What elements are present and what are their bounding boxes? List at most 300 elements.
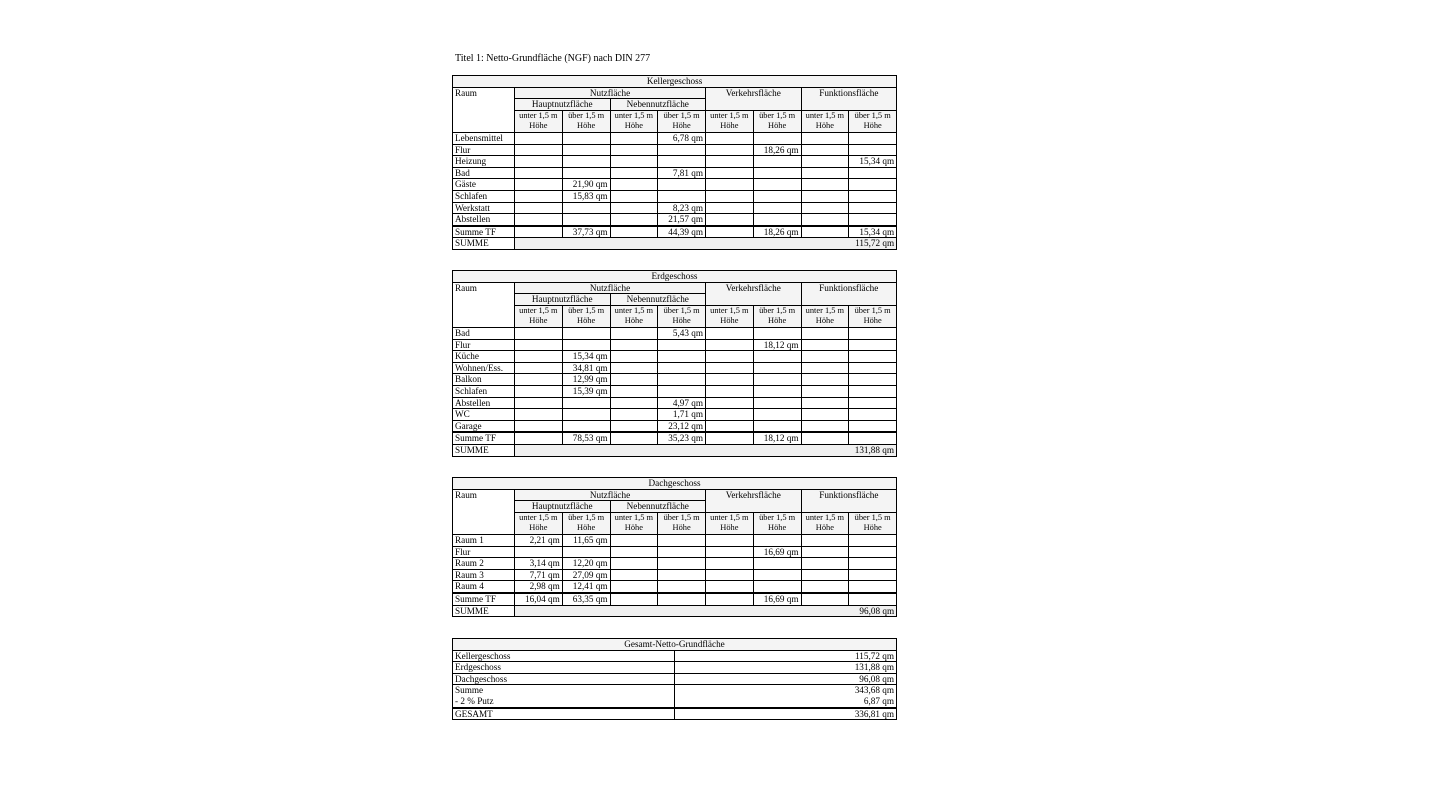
area-value [658, 385, 706, 397]
summe-tf-row [453, 432, 897, 444]
summe-row [453, 605, 897, 617]
gesamt-title-row [453, 639, 897, 651]
area-value [849, 132, 897, 144]
area-value [706, 558, 754, 570]
height-header [562, 512, 610, 534]
summe-tf-value [849, 432, 897, 444]
area-value [706, 144, 754, 156]
height-label: über 1,5 m [663, 305, 700, 315]
height-unit: Höhe [863, 316, 882, 326]
area-value [562, 167, 610, 179]
summe-tf-value: 18,12 qm [753, 432, 801, 444]
room-row [453, 569, 897, 581]
gesamt-label: Dachgeschoss [453, 673, 675, 685]
area-value [801, 374, 849, 386]
summe-tf-value [849, 593, 897, 605]
area-value: 27,09 qm [562, 569, 610, 581]
area-value [610, 374, 658, 386]
floor-name: Erdgeschoss [453, 271, 897, 283]
area-value [610, 581, 658, 593]
area-value [706, 167, 754, 179]
area-value [658, 558, 706, 570]
height-label: über 1,5 m [854, 110, 891, 120]
area-value [610, 534, 658, 546]
height-label: unter 1,5 m [710, 305, 749, 315]
area-value [849, 339, 897, 351]
area-value [610, 132, 658, 144]
area-value [706, 132, 754, 144]
height-header [515, 110, 563, 132]
area-value [801, 167, 849, 179]
room-row [453, 144, 897, 156]
hauptnutzflaeche-header: Hauptnutzfläche [515, 294, 611, 306]
height-label: über 1,5 m [759, 110, 796, 120]
gesamt-total-row [453, 708, 897, 720]
area-value [753, 409, 801, 421]
nebennutzflaeche-header: Nebennutzfläche [610, 294, 706, 306]
height-label: über 1,5 m [854, 512, 891, 522]
room-row [453, 409, 897, 421]
height-header [658, 110, 706, 132]
area-value: 16,69 qm [753, 546, 801, 558]
gesamt-value: 96,08 qm [675, 673, 897, 685]
area-value: 11,65 qm [562, 534, 610, 546]
room-row [453, 558, 897, 570]
room-name: WC [453, 409, 515, 421]
area-value [801, 156, 849, 168]
area-value [658, 144, 706, 156]
room-name: Bad [453, 167, 515, 179]
area-value [610, 351, 658, 363]
height-label: unter 1,5 m [519, 512, 558, 522]
area-value [706, 569, 754, 581]
area-value: 18,26 qm [753, 144, 801, 156]
document-title: Titel 1: Netto-Grundfläche (NGF) nach DIN 277 [455, 53, 651, 64]
height-label: unter 1,5 m [519, 110, 558, 120]
nebennutzflaeche-header: Nebennutzfläche [610, 99, 706, 111]
area-value [801, 214, 849, 226]
area-value [753, 202, 801, 214]
area-value [610, 397, 658, 409]
gesamt-value: 131,88 qm [675, 662, 897, 674]
area-value [658, 190, 706, 202]
area-value [610, 546, 658, 558]
height-unit: Höhe [624, 316, 643, 326]
area-value [515, 339, 563, 351]
area-value: 2,21 qm [515, 534, 563, 546]
area-value [610, 156, 658, 168]
area-value: 15,83 qm [562, 190, 610, 202]
area-value [753, 385, 801, 397]
height-header-row [453, 512, 897, 534]
area-value [658, 546, 706, 558]
area-value [706, 339, 754, 351]
area-value: 21,90 qm [562, 179, 610, 191]
gesamt-total-value: 336,81 qm [675, 708, 897, 720]
gesamt-row [453, 662, 897, 674]
area-value [562, 156, 610, 168]
height-header [849, 110, 897, 132]
room-row [453, 202, 897, 214]
area-value [515, 156, 563, 168]
area-value [849, 385, 897, 397]
room-name: Balkon [453, 374, 515, 386]
area-value [753, 214, 801, 226]
summe-tf-label: Summe TF [453, 593, 515, 605]
area-value [515, 385, 563, 397]
area-value [515, 144, 563, 156]
height-unit: Höhe [529, 523, 548, 533]
area-value: 5,43 qm [658, 327, 706, 339]
area-value [753, 534, 801, 546]
summe-tf-value: 63,35 qm [562, 593, 610, 605]
area-value [753, 190, 801, 202]
area-value [706, 374, 754, 386]
room-name: Flur [453, 339, 515, 351]
area-value: 8,23 qm [658, 202, 706, 214]
room-name: Werkstatt [453, 202, 515, 214]
area-value [515, 132, 563, 144]
summe-tf-value: 15,34 qm [849, 226, 897, 238]
height-header [849, 305, 897, 327]
area-value [801, 385, 849, 397]
nutzflaeche-header: Nutzfläche [515, 489, 706, 501]
room-row [453, 351, 897, 363]
height-header [515, 512, 563, 534]
summe-tf-value [801, 226, 849, 238]
area-value [801, 339, 849, 351]
area-value [753, 351, 801, 363]
summe-tf-value: 44,39 qm [658, 226, 706, 238]
gesamt-title: Gesamt-Netto-Grundfläche [453, 639, 897, 651]
area-value [610, 420, 658, 432]
area-value [515, 351, 563, 363]
area-value: 7,81 qm [658, 167, 706, 179]
height-header [562, 110, 610, 132]
gesamt-label: Summe [453, 685, 675, 696]
area-value [849, 534, 897, 546]
area-value [801, 190, 849, 202]
area-value [801, 327, 849, 339]
room-row [453, 156, 897, 168]
summe-tf-value [610, 593, 658, 605]
area-value: 15,34 qm [849, 156, 897, 168]
area-value [610, 385, 658, 397]
area-value [849, 569, 897, 581]
gesamt-value: 115,72 qm [675, 650, 897, 662]
area-value [801, 202, 849, 214]
area-value: 6,78 qm [658, 132, 706, 144]
area-value: 23,12 qm [658, 420, 706, 432]
floor-name-row [453, 478, 897, 490]
room-row [453, 397, 897, 409]
height-header [562, 305, 610, 327]
summe-tf-value: 18,26 qm [753, 226, 801, 238]
area-value [706, 385, 754, 397]
height-header [849, 512, 897, 534]
area-value [849, 214, 897, 226]
area-value [515, 420, 563, 432]
area-value: 7,71 qm [515, 569, 563, 581]
area-value [562, 420, 610, 432]
area-value [753, 179, 801, 191]
height-label: unter 1,5 m [805, 512, 845, 522]
room-name: Flur [453, 144, 515, 156]
height-label: unter 1,5 m [614, 110, 654, 120]
area-value [753, 397, 801, 409]
area-value [706, 534, 754, 546]
summe-tf-value: 37,73 qm [562, 226, 610, 238]
area-value [610, 409, 658, 421]
room-name: Abstellen [453, 214, 515, 226]
room-row [453, 420, 897, 432]
area-value [849, 409, 897, 421]
area-value [706, 190, 754, 202]
summe-label: SUMME [453, 605, 515, 617]
height-label: unter 1,5 m [519, 305, 558, 315]
area-value [610, 327, 658, 339]
gesamt-value: 6,87 qm [675, 696, 897, 708]
summe-tf-value [801, 593, 849, 605]
area-value [658, 374, 706, 386]
area-value [849, 558, 897, 570]
gesamt-row [453, 673, 897, 685]
height-unit: Höhe [768, 316, 787, 326]
raum-header: Raum [453, 87, 515, 132]
summe-tf-value [801, 432, 849, 444]
gesamt-value: 343,68 qm [675, 685, 897, 696]
area-value [658, 339, 706, 351]
height-unit: Höhe [672, 316, 691, 326]
summe-tf-value: 78,53 qm [562, 432, 610, 444]
area-value [706, 546, 754, 558]
area-value [849, 397, 897, 409]
area-value: 2,98 qm [515, 581, 563, 593]
summe-label: SUMME [453, 238, 515, 250]
height-unit: Höhe [863, 523, 882, 533]
area-value [706, 397, 754, 409]
height-header [753, 305, 801, 327]
area-value [753, 374, 801, 386]
room-row [453, 132, 897, 144]
height-header [753, 512, 801, 534]
room-row [453, 534, 897, 546]
height-unit: Höhe [815, 316, 834, 326]
area-value [515, 362, 563, 374]
height-label: unter 1,5 m [710, 110, 749, 120]
summe-value: 96,08 qm [515, 605, 897, 617]
area-value [801, 546, 849, 558]
room-row [453, 327, 897, 339]
area-value [706, 327, 754, 339]
area-value [801, 179, 849, 191]
room-name: Garage [453, 420, 515, 432]
area-value [849, 546, 897, 558]
area-value [562, 144, 610, 156]
area-value [562, 339, 610, 351]
area-value [753, 167, 801, 179]
gesamt-row [453, 650, 897, 662]
area-value [610, 558, 658, 570]
height-label: unter 1,5 m [805, 305, 845, 315]
funktionsflaeche-header: Funktionsfläche [801, 489, 897, 512]
height-header [610, 110, 658, 132]
summe-value: 131,88 qm [515, 444, 897, 456]
room-row [453, 374, 897, 386]
height-header [801, 512, 849, 534]
height-unit: Höhe [577, 316, 596, 326]
area-value [658, 351, 706, 363]
header-row [453, 282, 897, 294]
height-unit: Höhe [529, 121, 548, 131]
area-value [849, 190, 897, 202]
area-value: 3,14 qm [515, 558, 563, 570]
area-value [753, 558, 801, 570]
summe-tf-value [706, 432, 754, 444]
gesamt-total-label: GESAMT [453, 708, 675, 720]
area-value [753, 156, 801, 168]
area-value [610, 339, 658, 351]
room-row [453, 385, 897, 397]
height-header [801, 305, 849, 327]
summe-tf-value [706, 226, 754, 238]
height-unit: Höhe [529, 316, 548, 326]
summe-tf-value [658, 593, 706, 605]
area-value: 21,57 qm [658, 214, 706, 226]
area-value [849, 144, 897, 156]
area-value [658, 581, 706, 593]
area-value [515, 190, 563, 202]
room-name: Schlafen [453, 385, 515, 397]
area-value [706, 156, 754, 168]
area-value [562, 397, 610, 409]
room-name: Küche [453, 351, 515, 363]
area-value [515, 214, 563, 226]
area-value [849, 179, 897, 191]
area-value [849, 581, 897, 593]
area-value: 12,99 qm [562, 374, 610, 386]
area-value [849, 351, 897, 363]
verkehrsflaeche-header: Verkehrsfläche [706, 282, 802, 305]
gesamt-label: - 2 % Putz [453, 696, 675, 708]
summe-tf-value [515, 226, 563, 238]
area-value [753, 420, 801, 432]
area-value [658, 362, 706, 374]
area-value [706, 214, 754, 226]
area-value [658, 569, 706, 581]
area-value [610, 179, 658, 191]
area-value [801, 569, 849, 581]
area-value [801, 397, 849, 409]
hauptnutzflaeche-header: Hauptnutzfläche [515, 501, 611, 513]
height-label: über 1,5 m [854, 305, 891, 315]
height-unit: Höhe [815, 523, 834, 533]
summe-tf-value [515, 432, 563, 444]
height-label: über 1,5 m [568, 305, 605, 315]
area-value [753, 581, 801, 593]
floor-name-row [453, 76, 897, 88]
height-unit: Höhe [624, 121, 643, 131]
area-value [515, 374, 563, 386]
area-value [801, 362, 849, 374]
summe-tf-value: 16,69 qm [753, 593, 801, 605]
room-name: Raum 1 [453, 534, 515, 546]
header-row [453, 489, 897, 501]
area-value [706, 351, 754, 363]
floor-name: Dachgeschoss [453, 478, 897, 490]
nutzflaeche-header: Nutzfläche [515, 87, 706, 99]
summe-tf-value: 16,04 qm [515, 593, 563, 605]
area-value [753, 362, 801, 374]
floor-table-dachgeschoss [452, 477, 897, 617]
summe-row [453, 444, 897, 456]
area-value [801, 409, 849, 421]
height-header [706, 512, 754, 534]
height-unit: Höhe [577, 523, 596, 533]
gesamt-row [453, 696, 897, 708]
area-value [658, 156, 706, 168]
summe-value: 115,72 qm [515, 238, 897, 250]
room-row [453, 339, 897, 351]
area-value [753, 132, 801, 144]
funktionsflaeche-header: Funktionsfläche [801, 282, 897, 305]
area-value [801, 144, 849, 156]
summe-tf-label: Summe TF [453, 226, 515, 238]
summe-label: SUMME [453, 444, 515, 456]
area-value [706, 202, 754, 214]
room-name: Bad [453, 327, 515, 339]
nebennutzflaeche-header: Nebennutzfläche [610, 501, 706, 513]
gesamt-row [453, 685, 897, 696]
room-name: Raum 4 [453, 581, 515, 593]
height-label: unter 1,5 m [614, 512, 654, 522]
area-value [562, 327, 610, 339]
height-unit: Höhe [768, 523, 787, 533]
area-value [515, 397, 563, 409]
room-name: Schlafen [453, 190, 515, 202]
height-unit: Höhe [720, 523, 739, 533]
floor-table-kellergeschoss [452, 75, 897, 250]
height-unit: Höhe [768, 121, 787, 131]
area-value: 34,81 qm [562, 362, 610, 374]
height-label: über 1,5 m [759, 512, 796, 522]
height-unit: Höhe [815, 121, 834, 131]
height-label: unter 1,5 m [805, 110, 845, 120]
height-unit: Höhe [863, 121, 882, 131]
height-label: über 1,5 m [663, 110, 700, 120]
area-value: 1,71 qm [658, 409, 706, 421]
area-value: 12,20 qm [562, 558, 610, 570]
total-table-gesamt [452, 638, 897, 720]
area-value [515, 327, 563, 339]
room-name: Heizung [453, 156, 515, 168]
height-label: über 1,5 m [568, 110, 605, 120]
area-value [562, 202, 610, 214]
area-value [849, 327, 897, 339]
summe-tf-value [610, 226, 658, 238]
header-row [453, 87, 897, 99]
area-value [753, 327, 801, 339]
raum-header: Raum [453, 489, 515, 534]
area-value [610, 202, 658, 214]
area-value [706, 581, 754, 593]
area-value [515, 167, 563, 179]
height-label: über 1,5 m [568, 512, 605, 522]
area-value: 18,12 qm [753, 339, 801, 351]
gesamt-label: Kellergeschoss [453, 650, 675, 662]
area-value: 4,97 qm [658, 397, 706, 409]
area-value [610, 362, 658, 374]
